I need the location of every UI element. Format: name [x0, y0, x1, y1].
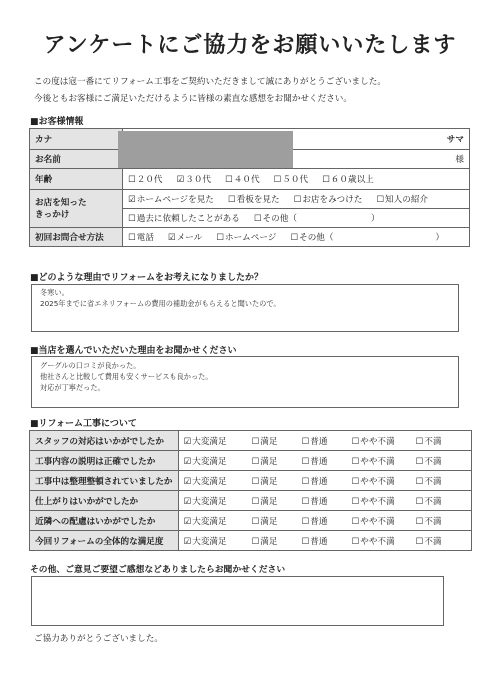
option-label: その他（: [262, 214, 297, 224]
trigger-option[interactable]: [228, 195, 280, 205]
checked-box-icon[interactable]: ☑: [183, 456, 192, 467]
option-label: メール: [176, 233, 203, 243]
checked-box-icon[interactable]: ☑: [167, 233, 176, 243]
checked-box-icon[interactable]: ☑: [183, 496, 192, 507]
age-option[interactable]: [128, 175, 163, 185]
rating-option[interactable]: [184, 495, 248, 507]
rating-option[interactable]: [352, 515, 412, 527]
age-option[interactable]: [177, 175, 212, 185]
option-label: 大変満足: [192, 476, 227, 487]
reason-answer-line: 冬寒い。: [40, 288, 69, 297]
option-label: ５０代: [282, 175, 309, 185]
checked-box-icon[interactable]: ☑: [183, 516, 192, 527]
trigger-option[interactable]: [128, 195, 214, 205]
rating-option[interactable]: [252, 455, 298, 467]
trigger-options-row1: [123, 190, 470, 209]
rating-option[interactable]: [302, 515, 348, 527]
rating-option[interactable]: [416, 455, 462, 467]
rating-option[interactable]: [184, 455, 248, 467]
checkbox-icon[interactable]: ☐: [351, 496, 360, 507]
reason-answer-line: 2025年までに省エネリフォームの費用の補助金がもらえると聞いたので。: [40, 299, 281, 308]
option-label: ホームページを見た: [136, 195, 214, 205]
checkbox-icon[interactable]: ☐: [301, 536, 310, 547]
checked-box-icon[interactable]: ☑: [128, 195, 136, 205]
reform-rating-table: [29, 430, 472, 551]
checked-box-icon[interactable]: ☑: [176, 175, 185, 185]
checkbox-icon[interactable]: ☐: [351, 516, 360, 527]
choice-section-heading: ■当店を選んでいただいた理由をお聞かせください: [30, 346, 237, 356]
checkbox-icon[interactable]: ☐: [251, 456, 260, 467]
rating-option[interactable]: [302, 455, 348, 467]
checkbox-icon[interactable]: ☐: [251, 436, 260, 447]
option-label: 知人の紹介: [385, 195, 429, 205]
checkbox-icon[interactable]: ☐: [415, 436, 424, 447]
option-label: 満足: [260, 436, 278, 447]
trigger-label-line: お店を知った: [35, 197, 87, 208]
contact-option[interactable]: [216, 233, 276, 243]
option-label: 不満: [424, 476, 442, 487]
checkbox-icon[interactable]: ☐: [227, 195, 236, 205]
checkbox-icon[interactable]: ☐: [290, 233, 299, 243]
rating-question: 今回リフォームの全体的な満足度: [30, 531, 179, 551]
rating-options: [178, 531, 471, 551]
rating-options: [178, 491, 471, 511]
rating-question: 近隣への配慮はいかがでしたか: [30, 511, 179, 531]
checkbox-icon[interactable]: ☐: [216, 233, 224, 243]
intro-line: この度は寇一番にてリフォーム工事をご契約いただきまして誠にありがとうございました。: [34, 77, 386, 87]
rating-row: [30, 431, 472, 451]
checkbox-icon[interactable]: ☐: [322, 175, 330, 185]
option-label: 大変満足: [192, 456, 227, 467]
rating-option[interactable]: [352, 435, 412, 447]
trigger-option[interactable]: [294, 195, 363, 205]
option-label: ２０代: [136, 175, 163, 185]
name-suffix: 様: [455, 155, 464, 165]
option-label: ３０代: [185, 175, 212, 185]
rating-options: [178, 431, 471, 451]
trigger-other-close: ）: [370, 214, 380, 224]
checkbox-icon[interactable]: ☐: [351, 436, 360, 447]
rating-question: 工事中は整理整頓されていましたか: [30, 471, 179, 491]
rating-option[interactable]: [416, 515, 462, 527]
rating-option[interactable]: [302, 475, 348, 487]
age-option[interactable]: [225, 175, 260, 185]
option-label: 普通: [310, 436, 328, 447]
age-option[interactable]: [322, 175, 374, 185]
kana-suffix: サマ: [446, 135, 464, 145]
option-label: やや不満: [360, 516, 395, 527]
rating-option[interactable]: [252, 475, 298, 487]
other-answer-box[interactable]: [31, 576, 444, 626]
trigger-option[interactable]: [254, 214, 297, 224]
option-label: やや不満: [360, 436, 395, 447]
rating-option[interactable]: [352, 535, 412, 547]
rating-options: [178, 471, 471, 491]
other-section-heading: その他、ご意見ご要望ご感想などありましたらお聞かせください: [30, 565, 286, 575]
contact-option[interactable]: [168, 233, 202, 243]
rating-row: [30, 531, 472, 551]
rating-option[interactable]: [352, 475, 412, 487]
trigger-label: [30, 190, 123, 228]
rating-option[interactable]: [184, 475, 248, 487]
contact-options: [123, 228, 470, 247]
option-label: 不満: [424, 456, 442, 467]
option-label: 大変満足: [192, 436, 227, 447]
reform-section-heading: ■リフォーム工事について: [30, 419, 137, 429]
option-label: 不満: [424, 536, 442, 547]
checkbox-icon[interactable]: ☐: [301, 476, 310, 487]
customer-section-heading: ■お客様情報: [30, 117, 84, 127]
option-label: 普通: [310, 516, 328, 527]
checked-box-icon[interactable]: ☑: [183, 476, 192, 487]
rating-row: [30, 491, 472, 511]
checkbox-icon[interactable]: ☐: [225, 175, 233, 185]
rating-option[interactable]: [184, 515, 248, 527]
option-label: 過去に依頼したことがある: [136, 214, 240, 224]
checkbox-icon[interactable]: ☐: [128, 175, 136, 185]
checkbox-icon[interactable]: ☐: [415, 476, 424, 487]
option-label: 満足: [260, 476, 278, 487]
option-label: 電話: [136, 233, 154, 243]
rating-option[interactable]: [252, 515, 298, 527]
option-label: 普通: [310, 496, 328, 507]
rating-option[interactable]: [252, 535, 298, 547]
contact-other-close: ）: [435, 233, 445, 243]
checkbox-icon[interactable]: ☐: [251, 476, 260, 487]
checkbox-icon[interactable]: ☐: [376, 195, 385, 205]
trigger-option[interactable]: [128, 214, 240, 224]
option-label: ４０代: [233, 175, 260, 185]
option-label: 満足: [260, 536, 278, 547]
option-label: 普通: [310, 476, 328, 487]
name-label: お名前: [30, 150, 123, 169]
rating-option[interactable]: [416, 435, 462, 447]
option-label: ６０歳以上: [330, 175, 374, 185]
rating-question: 工事内容の説明は正確でしたか: [30, 451, 179, 471]
rating-option[interactable]: [184, 435, 248, 447]
rating-option[interactable]: [302, 435, 348, 447]
rating-option[interactable]: [416, 535, 462, 547]
checked-box-icon[interactable]: ☑: [183, 436, 192, 447]
rating-options: [178, 511, 471, 531]
option-label: やや不満: [360, 476, 395, 487]
choice-answer-line: グーグルの口コミが良かった。: [40, 361, 141, 370]
rating-row: [30, 471, 472, 491]
checkbox-icon[interactable]: ☐: [301, 496, 310, 507]
option-label: 普通: [310, 536, 328, 547]
checkbox-icon[interactable]: ☐: [301, 456, 310, 467]
choice-answer-box[interactable]: [31, 356, 459, 408]
checkbox-icon[interactable]: ☐: [301, 516, 310, 527]
age-option[interactable]: [274, 175, 309, 185]
checkbox-icon[interactable]: ☐: [128, 214, 136, 224]
checkbox-icon[interactable]: ☐: [301, 436, 310, 447]
age-options: [123, 169, 470, 190]
rating-option[interactable]: [416, 475, 462, 487]
rating-option[interactable]: [352, 495, 412, 507]
rating-option[interactable]: [252, 495, 298, 507]
thanks-text: ご協力ありがとうございました。: [34, 634, 163, 644]
checkbox-icon[interactable]: ☐: [415, 516, 424, 527]
reason-answer-box[interactable]: [31, 284, 459, 332]
option-label: 満足: [260, 456, 278, 467]
checkbox-icon[interactable]: ☐: [253, 214, 262, 224]
intro-text: [34, 74, 484, 108]
option-label: その他（: [299, 233, 334, 243]
intro-line: 今後ともお客様にご満足いただけるように皆様の素直な感想をお聞かせください。: [34, 94, 352, 104]
rating-option[interactable]: [302, 535, 348, 547]
rating-option[interactable]: [302, 495, 348, 507]
kana-label: カナ: [30, 129, 123, 150]
age-label: 年齢: [30, 169, 123, 190]
option-label: やや不満: [360, 456, 395, 467]
rating-row: [30, 451, 472, 471]
checkbox-icon[interactable]: ☐: [351, 536, 360, 547]
checkbox-icon[interactable]: ☐: [415, 456, 424, 467]
option-label: 満足: [260, 496, 278, 507]
checked-box-icon[interactable]: ☑: [183, 536, 192, 547]
option-label: 大変満足: [192, 496, 227, 507]
page-title: アンケートにご協力をお願いいたします: [43, 33, 457, 58]
redacted-name-block: [118, 131, 293, 168]
rating-option[interactable]: [352, 455, 412, 467]
contact-label: 初回お問合せ方法: [30, 228, 123, 247]
checkbox-icon[interactable]: ☐: [351, 456, 360, 467]
option-label: 満足: [260, 516, 278, 527]
checkbox-icon[interactable]: ☐: [128, 233, 136, 243]
rating-option[interactable]: [252, 435, 298, 447]
option-label: 不満: [424, 516, 442, 527]
checkbox-icon[interactable]: ☐: [251, 516, 260, 527]
choice-answer-line: 他社さんと比較して費用も安くサービスも良かった。: [40, 372, 213, 381]
contact-option[interactable]: [128, 233, 154, 243]
option-label: やや不満: [360, 536, 395, 547]
option-label: やや不満: [360, 496, 395, 507]
option-label: 看板を見た: [236, 195, 280, 205]
rating-option[interactable]: [184, 535, 248, 547]
option-label: 大変満足: [192, 536, 227, 547]
checkbox-icon[interactable]: ☐: [251, 496, 260, 507]
trigger-label-line: きっかけ: [35, 209, 70, 220]
rating-options: [178, 451, 471, 471]
reason-section-heading: ■どのような理由でリフォームをお考えになりましたか？: [30, 273, 264, 283]
option-label: 普通: [310, 456, 328, 467]
option-label: ホームページ: [224, 233, 277, 243]
choice-answer-line: 対応が丁寧だった。: [40, 383, 105, 392]
trigger-option[interactable]: [376, 195, 428, 205]
checkbox-icon[interactable]: ☐: [415, 536, 424, 547]
rating-row: [30, 511, 472, 531]
option-label: 不満: [424, 496, 442, 507]
trigger-options-row2: [123, 209, 470, 228]
contact-option[interactable]: [290, 233, 333, 243]
checkbox-icon[interactable]: ☐: [273, 175, 282, 185]
option-label: お店をみつけた: [302, 195, 363, 205]
checkbox-icon[interactable]: ☐: [251, 536, 260, 547]
option-label: 不満: [424, 436, 442, 447]
checkbox-icon[interactable]: ☐: [293, 195, 302, 205]
rating-question: 仕上がりはいかがでしたか: [30, 491, 179, 511]
rating-question: スタッフの対応はいかがでしたか: [30, 431, 179, 451]
checkbox-icon[interactable]: ☐: [351, 476, 360, 487]
rating-option[interactable]: [416, 495, 462, 507]
option-label: 大変満足: [192, 516, 227, 527]
checkbox-icon[interactable]: ☐: [415, 496, 424, 507]
